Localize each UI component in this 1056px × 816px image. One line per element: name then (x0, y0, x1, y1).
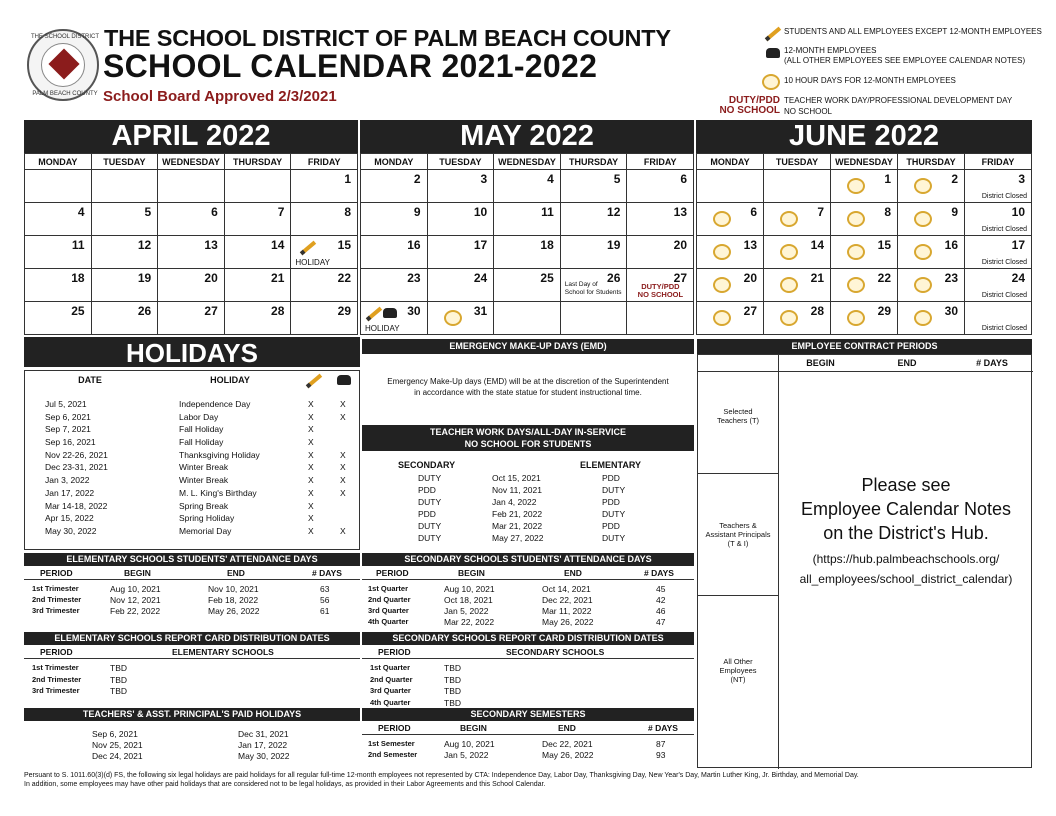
table-row: 2nd Trimester TBD (32, 674, 127, 685)
day-number: 2 (413, 172, 421, 186)
table-row: 4th Quarter TBD (370, 697, 461, 708)
table-row: 1st Trimester TBD (32, 663, 127, 673)
day-cell[interactable] (224, 236, 291, 269)
table-row: 3rd Quarter TBD (370, 686, 461, 696)
day-cell[interactable] (291, 302, 358, 335)
day-cell[interactable] (361, 269, 428, 302)
day-number: 9 (951, 205, 958, 219)
clock-icon (914, 244, 932, 260)
month-title: APRIL 2022 (24, 120, 358, 153)
district-seal (27, 29, 99, 101)
day-cell[interactable] (224, 302, 291, 335)
day-cell[interactable] (560, 302, 627, 335)
day-number: 20 (743, 271, 757, 285)
day-cell[interactable] (831, 236, 898, 269)
table-row: 1st Trimester Aug 10, 2021 Nov 10, 2021 63 (32, 584, 330, 594)
day-cell[interactable] (224, 203, 291, 236)
day-number: 28 (810, 304, 824, 318)
day-number: 6 (680, 172, 687, 186)
day-cell[interactable] (25, 203, 92, 236)
pencil-icon (300, 241, 316, 256)
day-number: 1 (884, 172, 891, 186)
secondary-report-cards (362, 632, 694, 709)
day-number: 23 (944, 271, 958, 285)
holiday-row: Sep 6, 2021 Labor Day X X (45, 411, 346, 422)
clock-icon (444, 310, 462, 326)
day-cell[interactable] (91, 236, 158, 269)
day-number: 27 (743, 304, 757, 318)
table-title: SECONDARY SEMESTERS (362, 708, 694, 721)
employee-notes-message: Please see Employee Calendar Notes on the District's Hub. (https://hub.palmbeachschools.org/ all_employees/school_district_calendar) (780, 473, 1032, 589)
day-cell[interactable] (427, 203, 494, 236)
emd-text: Emergency Make-Up days (EMD) will be at the discretion of the Superintendent in accordance with the state statue for student instructional time. (387, 377, 669, 397)
teacher-work-days-title: TEACHER WORK DAYS/ALL-DAY IN-SERVICE NO SCHOOL FOR STUDENTS (362, 425, 694, 451)
work-day-row: DUTY Jan 4, 2022 PDD (418, 497, 620, 507)
day-cell[interactable]: 30 HOLIDAY (361, 302, 428, 335)
day-number: 5 (613, 172, 621, 186)
day-cell[interactable] (361, 236, 428, 269)
clock-icon (847, 277, 865, 293)
clock-icon (847, 178, 865, 194)
contract-panel: BEGIN END # DAYS Selected Teachers (T) Teachers & Assistant Principals (T & I) All Other Employees (NT) Please see Employee Calendar Notes on the District's Hub. (https://hub.palmbeachschools.org/ all_employees/school_district_calendar) (697, 354, 1032, 768)
legend: STUDENTS AND ALL EMPLOYEES EXCEPT 12-MONTH EMPLOYEES 12-MONTH EMPLOYEES (ALL OTHER EMPLOYEES SEE EMPLOYEE CALENDAR NOTES) 10 HOUR DAYS FOR 12-MONTH EMPLOYEES DUTY/PDD TEACHER WORK DAY/PROFESSIONAL DEVELOPMENT DAY NO SCHOOL NO SCHOOL (719, 27, 1042, 116)
month-0 (24, 120, 358, 335)
day-cell[interactable] (898, 236, 965, 269)
day-number: 29 (877, 304, 891, 318)
weekday-header: WEDNESDAY (158, 154, 225, 170)
day-number: 28 (271, 304, 285, 318)
day-cell[interactable] (361, 203, 428, 236)
table-header: PERIOD ELEMENTARY SCHOOLS (24, 645, 360, 659)
day-cell[interactable] (494, 170, 561, 203)
clock-icon (914, 211, 932, 227)
secondary-semesters (362, 708, 694, 761)
clock-icon (780, 211, 798, 227)
weekday-header: MONDAY (697, 154, 764, 170)
day-number: 21 (810, 271, 824, 285)
weekday-header: FRIDAY (291, 154, 358, 170)
day-cell[interactable] (25, 236, 92, 269)
day-number: 30 (407, 304, 421, 318)
day-cell[interactable] (427, 302, 494, 335)
day-number: 30 (944, 304, 958, 318)
day-number: 27 (204, 304, 218, 318)
contract-title: EMPLOYEE CONTRACT PERIODS (697, 339, 1032, 354)
day-number: 15 (337, 238, 351, 252)
table-row: 1st Quarter Aug 10, 2021 Oct 14, 2021 45 (368, 584, 666, 594)
day-number: 3 (1018, 172, 1025, 186)
table-row: Sep 6, 2021 Dec 31, 2021 (92, 729, 289, 739)
day-cell[interactable] (764, 170, 831, 203)
weekday-header: FRIDAY (627, 154, 694, 170)
day-number: 19 (607, 238, 621, 252)
day-cell[interactable] (764, 302, 831, 335)
day-number: 15 (877, 238, 891, 252)
weekday-header: MONDAY (361, 154, 428, 170)
elementary-report-cards (24, 632, 360, 698)
table-row: 4th Quarter Mar 22, 2022 May 26, 2022 47 (368, 617, 666, 627)
day-cell[interactable] (158, 269, 225, 302)
weekday-header: THURSDAY (224, 154, 291, 170)
clock-icon (780, 310, 798, 326)
month-title: JUNE 2022 (696, 120, 1032, 153)
holiday-row: Apr 15, 2022 Spring Holiday X (45, 513, 314, 524)
clock-icon (713, 277, 731, 293)
day-number: 9 (413, 205, 421, 219)
day-number: 13 (743, 238, 757, 252)
day-cell[interactable] (965, 269, 1032, 302)
day-number: 6 (750, 205, 757, 219)
day-number: 27 (673, 271, 687, 285)
approval-note: School Board Approved 2/3/2021 (103, 88, 337, 105)
day-number: 10 (1011, 205, 1025, 219)
day-cell[interactable] (697, 203, 764, 236)
day-number: 5 (144, 205, 152, 219)
work-day-row: DUTY Mar 21, 2022 PDD (418, 521, 620, 531)
day-cell[interactable] (427, 170, 494, 203)
day-number: 31 (473, 304, 488, 318)
day-cell[interactable] (91, 302, 158, 335)
table-row: Nov 25, 2021 Jan 17, 2022 (92, 740, 288, 750)
day-cell[interactable] (494, 302, 561, 335)
day-number: 1 (344, 172, 351, 186)
table-row: 3rd Quarter Jan 5, 2022 Mar 11, 2022 46 (368, 606, 666, 616)
table-row: Dec 24, 2021 May 30, 2022 (92, 751, 290, 761)
day-cell[interactable] (697, 236, 764, 269)
table-title: ELEMENTARY SCHOOLS STUDENTS' ATTENDANCE DAYS (24, 553, 360, 566)
selected-teachers-label: Selected Teachers (T) (716, 407, 760, 425)
day-cell[interactable] (25, 269, 92, 302)
duty-pdd-note: DUTY/PDD NO SCHOOL (637, 282, 684, 299)
day-number: 2 (951, 172, 958, 186)
day-cell[interactable] (831, 269, 898, 302)
weekday-header: TUESDAY (764, 154, 831, 170)
clock-icon (847, 244, 865, 260)
table-row: 3rd Trimester Feb 22, 2022 May 26, 2022 61 (32, 606, 330, 616)
weekday-header: FRIDAY (965, 154, 1032, 170)
day-number: 29 (337, 304, 351, 318)
month-1 (360, 120, 694, 335)
day-cell[interactable] (494, 203, 561, 236)
table-title: SECONDARY SCHOOLS STUDENTS' ATTENDANCE DAYS (362, 553, 694, 566)
day-number: 26 (137, 304, 152, 318)
day-cell[interactable] (697, 269, 764, 302)
month-2 (696, 120, 1032, 335)
day-number: 13 (673, 205, 687, 219)
day-cell[interactable] (158, 170, 225, 203)
holiday-row: Jul 5, 2021 Independence Day X X (45, 399, 346, 409)
table-row: 1st Semester Aug 10, 2021 Dec 22, 2021 87 (368, 739, 666, 749)
day-cell[interactable] (158, 302, 225, 335)
day-cell[interactable] (764, 236, 831, 269)
day-cell[interactable] (25, 170, 92, 203)
district-closed-note: District Closed (981, 292, 1027, 299)
emd-title: EMERGENCY MAKE-UP DAYS (EMD) (362, 339, 694, 354)
table-title: SECONDARY SCHOOLS REPORT CARD DISTRIBUTION DATES (362, 632, 694, 645)
holiday-row: Sep 16, 2021 Fall Holiday X (45, 437, 314, 448)
day-cell[interactable] (91, 269, 158, 302)
day-number: 12 (137, 238, 152, 252)
day-number: 18 (71, 271, 85, 285)
district-name: THE SCHOOL DISTRICT OF PALM BEACH COUNTY (104, 25, 671, 51)
elementary-attendance (24, 553, 360, 617)
day-cell[interactable] (831, 170, 898, 203)
day-number: 17 (1011, 238, 1025, 252)
phone-icon (337, 375, 351, 385)
clock-icon (780, 277, 798, 293)
day-cell[interactable] (697, 170, 764, 203)
seal-text-top: THE SCHOOL DISTRICT (30, 34, 100, 40)
clock-icon (713, 211, 731, 227)
day-cell[interactable] (427, 269, 494, 302)
day-cell[interactable] (560, 203, 627, 236)
day-cell[interactable] (764, 269, 831, 302)
day-cell[interactable] (764, 203, 831, 236)
clock-icon (762, 74, 780, 90)
clock-icon (914, 277, 932, 293)
table-header: PERIOD BEGIN END # DAYS (362, 566, 694, 580)
day-cell[interactable] (224, 170, 291, 203)
footer-note: Persuant to S. 1011.60(3)(d) FS, the following six legal holidays are paid holidays for all regular full-time 12-month employees not represented by CTA: Independence Day, Labor Day, Thanksgiving Day, New Year's Day, Martin Luther King, Jr. Birthday, and Memorial Day. In addition, some employees may have other paid holidays that are considered not to be legal holidays, as provided in their Labor Agreements and this School Calendar. (24, 772, 859, 788)
day-cell[interactable] (560, 236, 627, 269)
day-number: 3 (480, 172, 488, 186)
day-number: 24 (1011, 271, 1025, 285)
day-cell[interactable] (560, 269, 627, 302)
holiday-row: Nov 22-26, 2021 Thanksgiving Holiday X X (45, 449, 346, 460)
hub-url[interactable]: (https://hub.palmbeachschools.org/ all_employees/school_district_calendar) (799, 552, 1013, 586)
weekday-header: MONDAY (25, 154, 92, 170)
holiday-row: Jan 3, 2022 Winter Break X X (45, 475, 346, 486)
table-title: TEACHERS' & ASST. PRINCIPAL'S PAID HOLIDAYS (24, 708, 360, 721)
phone-icon (383, 308, 397, 318)
day-number: 18 (540, 238, 554, 252)
day-cell[interactable] (627, 170, 694, 203)
day-cell[interactable] (627, 203, 694, 236)
day-number: 12 (607, 205, 621, 219)
table-row: 2nd Semester Jan 5, 2022 May 26, 2022 93 (368, 750, 666, 760)
day-cell[interactable] (627, 269, 694, 302)
district-closed-note: District Closed (981, 259, 1027, 266)
day-number: 26 (607, 271, 621, 285)
day-number: 11 (541, 205, 554, 219)
work-day-row: PDD Nov 11, 2021 DUTY (418, 485, 626, 495)
weekday-header: THURSDAY (560, 154, 627, 170)
day-cell[interactable] (831, 302, 898, 335)
clock-icon (713, 310, 731, 326)
table-row: 1st Quarter TBD (370, 663, 461, 673)
table-row: 2nd Trimester Nov 12, 2021 Feb 18, 2022 56 (32, 595, 330, 605)
weekday-header: WEDNESDAY (494, 154, 561, 170)
day-number: 22 (337, 271, 351, 285)
day-number: 14 (271, 238, 285, 252)
day-cell[interactable] (91, 170, 158, 203)
day-cell[interactable] (965, 236, 1032, 269)
day-cell[interactable]: 15 HOLIDAY (291, 236, 358, 269)
clock-icon (713, 244, 731, 260)
district-closed-note: District Closed (981, 226, 1027, 233)
clock-icon (914, 310, 932, 326)
teacher-work-days: SECONDARY ELEMENTARY DUTY Oct 15, 2021 PDD PDD Nov 11, 2021 DUTY DUTY Jan 4, 2022 PDD PDD Feb 21, 2022 DUTY DUTY Mar 21, 2022 PDD DUTY May 27, 2022 DUTY (362, 451, 694, 551)
day-number: 8 (884, 205, 891, 219)
pencil-icon (306, 374, 322, 389)
holiday-row: Sep 7, 2021 Fall Holiday X (45, 424, 314, 435)
day-cell[interactable] (361, 170, 428, 203)
day-number: 16 (407, 238, 421, 252)
clock-icon (914, 178, 932, 194)
day-cell[interactable] (224, 269, 291, 302)
day-number: 23 (407, 271, 421, 285)
day-number: 21 (271, 271, 285, 285)
all-other-label: All Other Employees (NT) (719, 657, 757, 684)
day-number: 7 (817, 205, 824, 219)
holiday-row: Dec 23-31, 2021 Winter Break X X (45, 462, 346, 473)
holidays-list (25, 399, 359, 539)
day-cell[interactable] (291, 269, 358, 302)
day-cell[interactable] (627, 302, 694, 335)
day-number: 25 (540, 271, 554, 285)
calendar-grid (24, 120, 1032, 335)
day-cell[interactable] (697, 302, 764, 335)
day-cell[interactable] (898, 170, 965, 203)
pencil-icon (765, 27, 781, 42)
table-row: 2nd Quarter TBD (370, 674, 461, 685)
work-day-row: DUTY Oct 15, 2021 PDD (418, 473, 620, 483)
weekday-header: TUESDAY (427, 154, 494, 170)
weekday-header: TUESDAY (91, 154, 158, 170)
seal-text-bottom: PALM BEACH COUNTY (32, 91, 98, 97)
holidays-panel: DATE HOLIDAY Jul 5, 2021 Independence Day X X Sep 6, 2021 Labor Day X X Sep 7, 2021 Fall Holiday X Sep 16, 2021 Fall Holiday X Nov 22-26, 2021 Thanksgiving Holiday X X Dec 23-31, 2021 Winter Break X X Jan 3, 2022 Winter Break X X Jan 17, 2022 M. L. King's Birthday X X Mar 14-18, 2022 Spring Break X Apr 15, 2022 Spring Holiday X May 30, 2022 Memorial Day X X (24, 370, 360, 550)
day-cell[interactable] (898, 203, 965, 236)
last-day-note: Last Day of School for Students (564, 281, 622, 296)
table-header: PERIOD BEGIN END # DAYS (24, 566, 360, 580)
day-cell[interactable] (25, 302, 92, 335)
table-header: PERIOD SECONDARY SCHOOLS (362, 645, 694, 659)
weekday-header: THURSDAY (898, 154, 965, 170)
work-day-row: DUTY May 27, 2022 DUTY (418, 533, 626, 543)
day-cell[interactable] (965, 170, 1032, 203)
district-closed-note: District Closed (981, 325, 1027, 332)
month-title: MAY 2022 (360, 120, 694, 153)
day-number: 14 (810, 238, 824, 252)
day-cell[interactable] (560, 170, 627, 203)
day-number: 19 (137, 271, 152, 285)
day-number: 17 (473, 238, 488, 252)
day-number: 20 (673, 238, 687, 252)
day-cell[interactable] (831, 203, 898, 236)
day-cell[interactable] (291, 170, 358, 203)
table-row: 2nd Quarter Oct 18, 2021 Dec 22, 2021 42 (368, 595, 666, 605)
day-number: 6 (211, 205, 218, 219)
table-title: ELEMENTARY SCHOOLS REPORT CARD DISTRIBUTION DATES (24, 632, 360, 645)
holiday-row: May 30, 2022 Memorial Day X X (45, 525, 346, 536)
day-cell[interactable] (898, 269, 965, 302)
clock-icon (847, 310, 865, 326)
day-number: 25 (71, 304, 85, 318)
day-number: 24 (473, 271, 488, 285)
district-closed-note: District Closed (981, 193, 1027, 200)
secondary-attendance (362, 553, 694, 628)
day-cell[interactable] (965, 203, 1032, 236)
day-cell[interactable] (494, 269, 561, 302)
day-number: 11 (71, 238, 85, 252)
holiday-row: Jan 17, 2022 M. L. King's Birthday X X (45, 487, 346, 498)
day-cell[interactable] (291, 203, 358, 236)
day-number: 10 (473, 205, 488, 219)
holidays-title: HOLIDAYS (24, 337, 360, 367)
teachers-ap-label: Teachers & Assistant Principals (T & I) (705, 521, 771, 548)
day-cell[interactable] (427, 236, 494, 269)
table-header: PERIOD BEGIN END # DAYS (362, 721, 694, 735)
day-cell[interactable] (91, 203, 158, 236)
pencil-icon (366, 307, 382, 322)
work-day-row: PDD Feb 21, 2022 DUTY (418, 509, 626, 519)
day-number: 4 (77, 205, 85, 219)
phone-icon (766, 48, 780, 58)
page-title: SCHOOL CALENDAR 2021-2022 (103, 48, 598, 84)
clock-icon (847, 211, 865, 227)
day-number: 13 (204, 238, 218, 252)
day-cell[interactable] (494, 236, 561, 269)
day-cell[interactable] (627, 236, 694, 269)
day-number: 22 (877, 271, 891, 285)
day-number: 20 (204, 271, 218, 285)
day-number: 4 (547, 172, 554, 186)
table-row: 3rd Trimester TBD (32, 686, 127, 696)
weekday-header: WEDNESDAY (831, 154, 898, 170)
day-cell[interactable] (158, 203, 225, 236)
paid-holidays (24, 708, 360, 762)
day-cell[interactable] (158, 236, 225, 269)
day-number: 16 (944, 238, 958, 252)
day-cell[interactable] (898, 302, 965, 335)
day-cell[interactable] (965, 302, 1032, 335)
day-number: 7 (277, 205, 285, 219)
holiday-row: Mar 14-18, 2022 Spring Break X (45, 500, 314, 511)
clock-icon (780, 244, 798, 260)
day-number: 8 (344, 205, 351, 219)
